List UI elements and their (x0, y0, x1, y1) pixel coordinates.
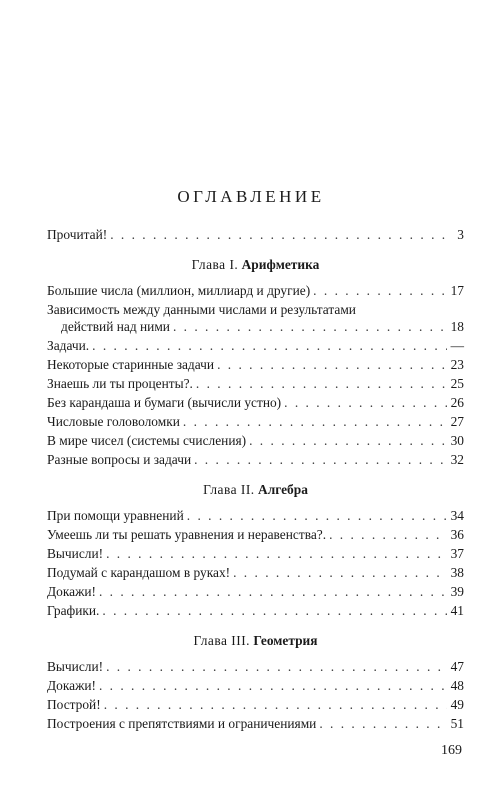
toc-entry (47, 602, 464, 619)
toc-entry (47, 696, 464, 713)
dot-leader (104, 696, 447, 713)
dot-leader (110, 226, 447, 243)
toc-entry-title: Без карандаша и бумаги (вычисли устно) (47, 395, 282, 410)
chapter-name: Алгебра (258, 482, 308, 497)
page-number: 169 (441, 743, 462, 758)
toc-entry-page: 41 (450, 603, 464, 618)
toc-entry (47, 375, 464, 392)
toc-entry (47, 507, 464, 524)
toc-entry-page: 34 (450, 508, 464, 523)
toc-entry-page: 49 (450, 697, 464, 712)
toc-entry (47, 451, 464, 468)
dot-leader (284, 394, 447, 411)
toc-entry-title-line1: Зависимость между данными числами и результатами (47, 302, 356, 317)
dot-leader (99, 583, 447, 600)
chapter-heading-2 (47, 481, 464, 498)
dot-leader (217, 356, 447, 373)
toc-entry-intro (47, 226, 464, 243)
toc-entry (47, 301, 464, 335)
toc-entry-page: 51 (450, 716, 464, 731)
dot-leader (102, 602, 447, 619)
toc-entry-title: Умеешь ли ты решать уравнения и неравенства?. (47, 527, 327, 542)
chapter-label: Глава III. (193, 633, 251, 648)
toc-entry-page: 25 (450, 376, 464, 391)
toc-entry-title-line2: действий над ними (61, 319, 170, 334)
toc-entry-page: 30 (450, 433, 464, 448)
toc-entry-title: Построения с препятствиями и ограничениями (47, 716, 317, 731)
toc-entry (47, 545, 464, 562)
toc-entry-page: 39 (450, 584, 464, 599)
toc-entry-title: Докажи! (47, 678, 96, 693)
toc-entry-page: 47 (450, 659, 464, 674)
chapter-heading-3 (47, 632, 464, 649)
toc-entry-title: Знаешь ли ты проценты?. (47, 376, 193, 391)
toc-entry (47, 715, 464, 732)
toc-entry-title: Некоторые старинные задачи (47, 357, 215, 372)
toc-entry-title: Числовые головоломки (47, 414, 180, 429)
toc-entry-page: 36 (450, 527, 464, 542)
dot-leader (92, 337, 447, 354)
table-of-contents (47, 226, 464, 734)
chapter-name: Арифметика (241, 257, 320, 272)
toc-entry (47, 394, 464, 411)
dot-leader (173, 318, 447, 335)
toc-entry (47, 583, 464, 600)
dot-leader (196, 375, 447, 392)
dot-leader (187, 507, 447, 524)
toc-entry-title: При помощи уравнений (47, 508, 184, 523)
dot-leader (183, 413, 447, 430)
toc-entry-title: Задачи. (47, 338, 90, 353)
toc-entry-page: 17 (450, 283, 464, 298)
dot-leader (99, 677, 447, 694)
toc-entry-title: В мире чисел (системы счисления) (47, 433, 247, 448)
toc-entry (47, 337, 464, 354)
dot-leader (329, 526, 447, 543)
dot-leader (249, 432, 447, 449)
toc-entry (47, 432, 464, 449)
toc-entry-page: 18 (450, 319, 464, 334)
chapter-label: Глава II. (203, 482, 255, 497)
chapter-heading-1 (47, 256, 464, 273)
toc-entry-page: 38 (450, 565, 464, 580)
toc-entry-title: Вычисли! (47, 659, 104, 674)
toc-entry-title: Докажи! (47, 584, 96, 599)
toc-entry-title: Прочитай! (47, 227, 108, 242)
toc-entry-title: Построй! (47, 697, 101, 712)
toc-entry (47, 526, 464, 543)
toc-entry-page: 48 (450, 678, 464, 693)
toc-entry-page: 26 (450, 395, 464, 410)
toc-entry-title: Подумай с карандашом в руках! (47, 565, 231, 580)
dot-leader (106, 658, 447, 675)
dot-leader (319, 715, 447, 732)
dot-leader (106, 545, 447, 562)
toc-entry-page: 37 (450, 546, 464, 561)
toc-entry (47, 564, 464, 581)
toc-entry-title: Графики. (47, 603, 100, 618)
dot-leader (233, 564, 447, 581)
toc-entry (47, 356, 464, 373)
toc-entry-title: Вычисли! (47, 546, 104, 561)
chapter-label: Глава I. (191, 257, 239, 272)
toc-entry-page: 3 (457, 227, 464, 242)
toc-heading: ОГЛАВЛЕНИЕ (177, 187, 325, 206)
toc-entry-page: 32 (450, 452, 464, 467)
chapter-name: Геометрия (253, 633, 318, 648)
toc-entry-title: Большие числа (миллион, миллиард и другие) (47, 283, 311, 298)
toc-entry (47, 677, 464, 694)
toc-entry-page: 23 (450, 357, 464, 372)
toc-entry (47, 413, 464, 430)
toc-entry-title: Разные вопросы и задачи (47, 452, 192, 467)
toc-entry-page: 27 (450, 414, 464, 429)
dot-leader (313, 282, 447, 299)
toc-entry-page: — (450, 338, 464, 353)
toc-entry (47, 282, 464, 299)
toc-entry (47, 658, 464, 675)
dot-leader (194, 451, 447, 468)
